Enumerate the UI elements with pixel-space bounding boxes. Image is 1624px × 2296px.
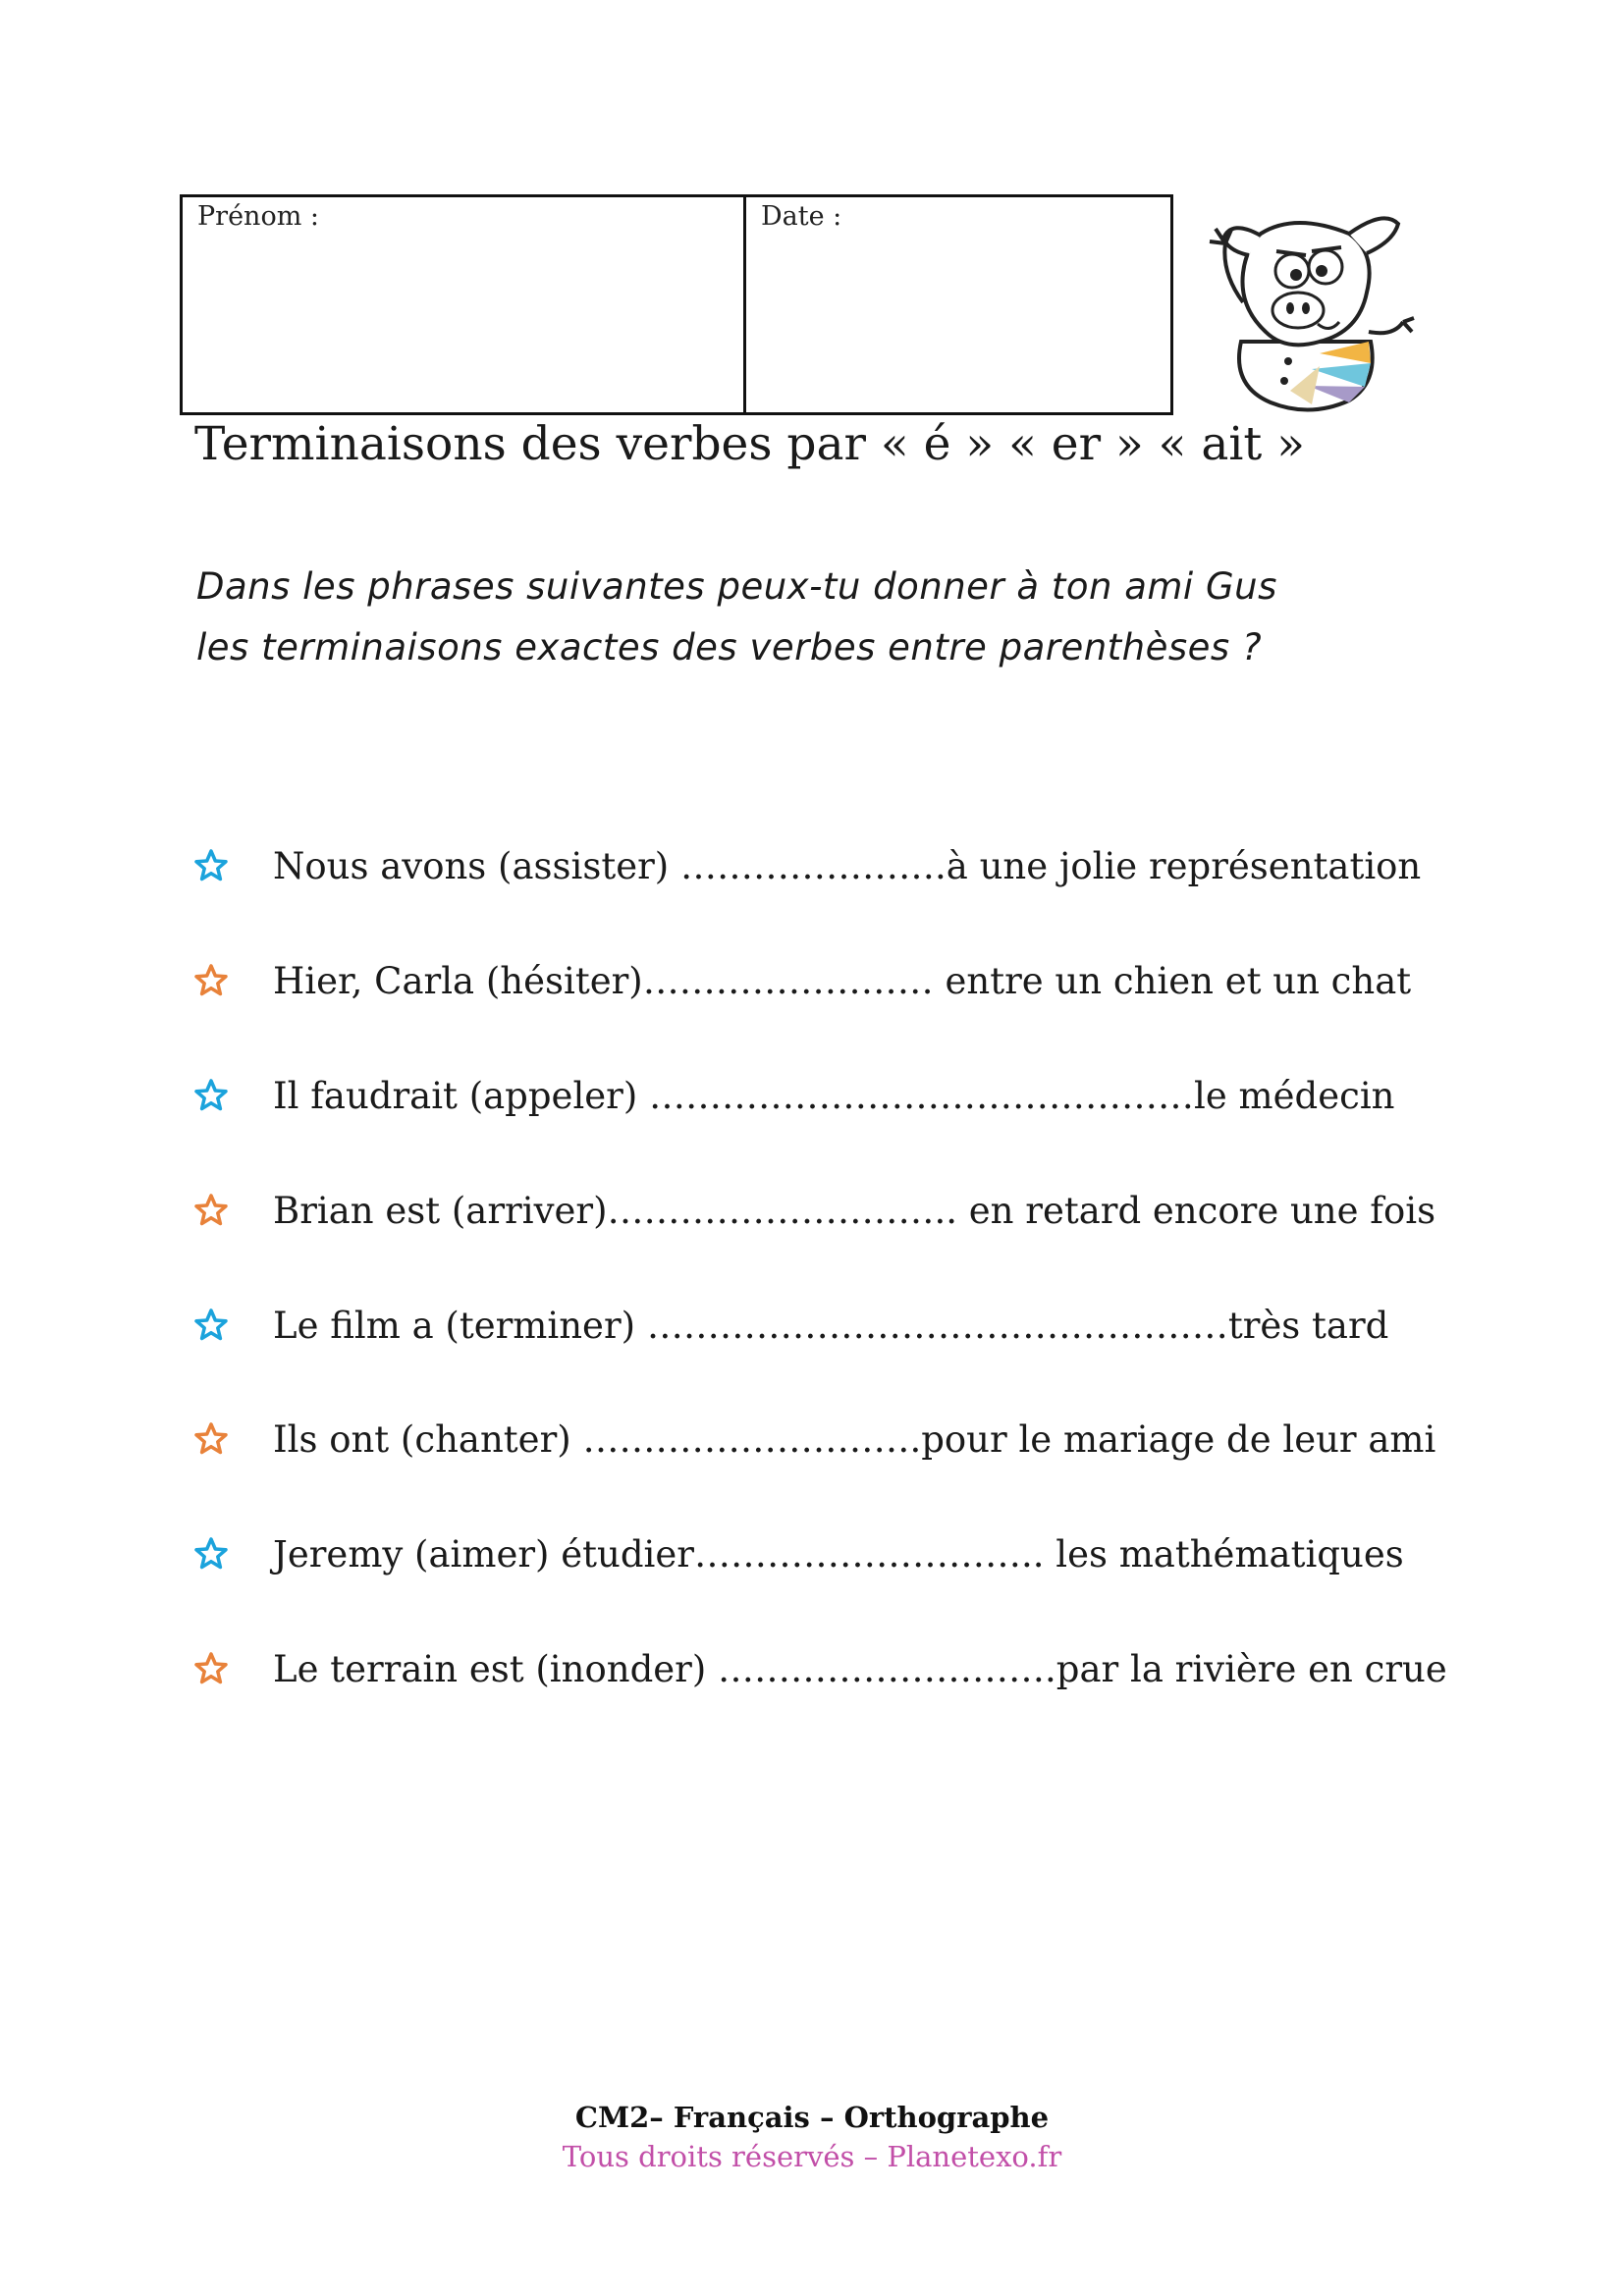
star-icon (194, 964, 228, 997)
student-info-box (180, 194, 1173, 415)
exercise-sentence: Brian est (arriver)……………………….. en retard encore une fois (273, 1189, 1436, 1232)
date-field[interactable] (746, 197, 1170, 412)
exercise-sentence: Ils ont (chanter) ……………………….pour le mariage de leur ami (273, 1417, 1436, 1461)
exercise-sentence: Hier, Carla (hésiter)…………………… entre un chien et un chat (273, 959, 1412, 1002)
star-icon (194, 1652, 228, 1685)
exercise-sentence: Le terrain est (inonder) ……………………….par la rivière en crue (273, 1647, 1447, 1690)
exercise-sentence: Jeremy (aimer) étudier……………………….. les mathématiques (273, 1532, 1404, 1575)
exercise-sentence: Il faudrait (appeler) ………………………………………le médecin (273, 1074, 1395, 1117)
instructions-line-1: Dans les phrases suivantes peux-tu donner à ton ami Gus (196, 565, 1277, 608)
name-field[interactable] (183, 197, 746, 412)
name-label: Prénom : (197, 201, 319, 232)
exercise-item (194, 1296, 1388, 1355)
date-label: Date : (761, 201, 842, 232)
exercise-sentence: Le film a (terminer) …………………………………………très tard (273, 1304, 1389, 1347)
exercise-item (194, 951, 1411, 1010)
footer-subject: CM2– Français – Orthographe (574, 2101, 1050, 2134)
exercise-item (194, 1524, 1404, 1583)
exercise-item (194, 1066, 1395, 1125)
star-icon (194, 849, 228, 882)
star-icon (194, 1308, 228, 1342)
gus-mascot-illustration (1202, 194, 1420, 420)
star-icon (194, 1537, 228, 1571)
instructions-line-2: les terminaisons exactes des verbes entre parenthèses ? (196, 626, 1263, 668)
star-icon (194, 1422, 228, 1456)
worksheet-title: Terminaisons des verbes par « é » « er » « ait » (194, 417, 1306, 471)
exercise-item (194, 1410, 1435, 1468)
exercise-item (194, 1639, 1447, 1698)
instructions (196, 557, 1473, 678)
star-icon (194, 1194, 228, 1227)
exercise-item (194, 1181, 1435, 1240)
exercise-item (194, 836, 1421, 895)
footer-copyright: Tous droits réservés – Planetexo.fr (562, 2140, 1062, 2173)
star-icon (194, 1079, 228, 1112)
exercise-sentence: Nous avons (assister) ………………….à une jolie représentation (273, 844, 1422, 887)
